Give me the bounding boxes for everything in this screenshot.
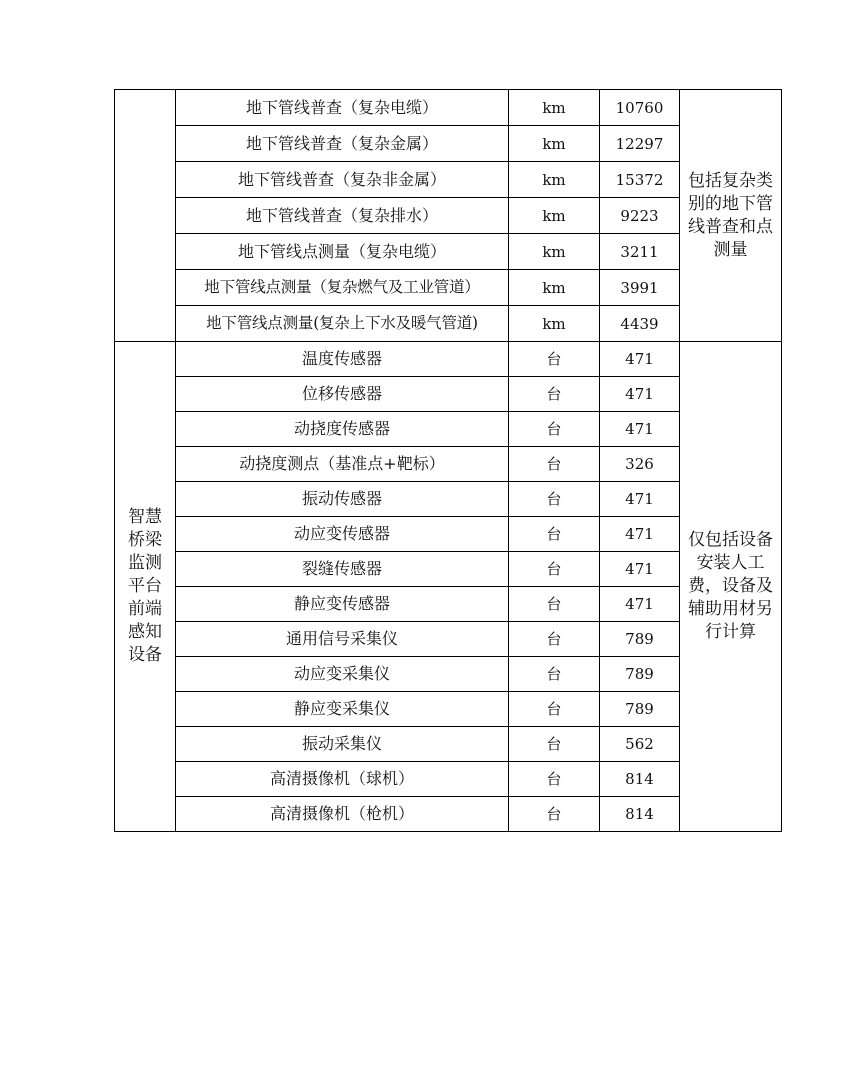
item-name: 地下管线普查（复杂排水） — [176, 198, 509, 234]
item-unit: km — [509, 306, 600, 342]
item-name: 地下管线点测量（复杂电缆） — [176, 234, 509, 270]
item-quantity: 471 — [600, 552, 680, 587]
item-unit: 台 — [509, 377, 600, 412]
note-cell-bridge-monitoring: 仅包括设备安装人工费，设备及辅助用材另行计算 — [680, 342, 782, 832]
item-unit: 台 — [509, 692, 600, 727]
item-unit: 台 — [509, 517, 600, 552]
item-name: 静应变传感器 — [176, 587, 509, 622]
item-quantity: 12297 — [600, 126, 680, 162]
item-quantity: 326 — [600, 447, 680, 482]
item-quantity: 789 — [600, 622, 680, 657]
item-unit: 台 — [509, 762, 600, 797]
item-unit: 台 — [509, 727, 600, 762]
item-name: 动挠度传感器 — [176, 412, 509, 447]
item-name: 地下管线普查（复杂非金属） — [176, 162, 509, 198]
item-name: 高清摄像机（球机） — [176, 762, 509, 797]
item-unit: km — [509, 162, 600, 198]
item-name: 振动传感器 — [176, 482, 509, 517]
item-unit: 台 — [509, 552, 600, 587]
item-quantity: 4439 — [600, 306, 680, 342]
item-name: 位移传感器 — [176, 377, 509, 412]
item-unit: 台 — [509, 447, 600, 482]
item-quantity: 471 — [600, 482, 680, 517]
item-quantity: 789 — [600, 657, 680, 692]
item-name: 地下管线点测量（复杂燃气及工业管道） — [176, 270, 509, 306]
item-unit: 台 — [509, 342, 600, 377]
item-name: 动挠度测点（基准点+靶标） — [176, 447, 509, 482]
quota-table — [114, 89, 782, 832]
item-name: 地下管线点测量(复杂上下水及暖气管道) — [176, 306, 509, 342]
item-unit: 台 — [509, 797, 600, 832]
item-unit: 台 — [509, 622, 600, 657]
item-unit: 台 — [509, 482, 600, 517]
item-name: 温度传感器 — [176, 342, 509, 377]
category-cell-bridge-monitoring: 智慧桥梁监测平台前端感知设备 — [115, 342, 176, 832]
item-name: 静应变采集仪 — [176, 692, 509, 727]
item-name: 高清摄像机（枪机） — [176, 797, 509, 832]
item-name: 地下管线普查（复杂电缆） — [176, 90, 509, 126]
table-row — [115, 342, 782, 377]
item-unit: 台 — [509, 412, 600, 447]
item-unit: 台 — [509, 657, 600, 692]
item-unit: km — [509, 126, 600, 162]
item-unit: 台 — [509, 587, 600, 622]
item-quantity: 471 — [600, 412, 680, 447]
item-quantity: 562 — [600, 727, 680, 762]
item-name: 地下管线普查（复杂金属） — [176, 126, 509, 162]
table-row — [115, 90, 782, 126]
item-quantity: 3991 — [600, 270, 680, 306]
item-quantity: 471 — [600, 587, 680, 622]
item-unit: km — [509, 270, 600, 306]
item-quantity: 789 — [600, 692, 680, 727]
item-name: 裂缝传感器 — [176, 552, 509, 587]
item-quantity: 471 — [600, 517, 680, 552]
item-name: 动应变采集仪 — [176, 657, 509, 692]
item-quantity: 471 — [600, 342, 680, 377]
item-quantity: 10760 — [600, 90, 680, 126]
item-quantity: 3211 — [600, 234, 680, 270]
item-unit: km — [509, 234, 600, 270]
item-quantity: 814 — [600, 797, 680, 832]
item-quantity: 471 — [600, 377, 680, 412]
item-quantity: 814 — [600, 762, 680, 797]
item-quantity: 9223 — [600, 198, 680, 234]
note-cell-pipeline: 包括复杂类别的地下管线普查和点测量 — [680, 90, 782, 342]
item-quantity: 15372 — [600, 162, 680, 198]
category-cell-pipeline — [115, 90, 176, 342]
item-name: 动应变传感器 — [176, 517, 509, 552]
item-name: 通用信号采集仪 — [176, 622, 509, 657]
item-unit: km — [509, 90, 600, 126]
item-unit: km — [509, 198, 600, 234]
item-name: 振动采集仪 — [176, 727, 509, 762]
